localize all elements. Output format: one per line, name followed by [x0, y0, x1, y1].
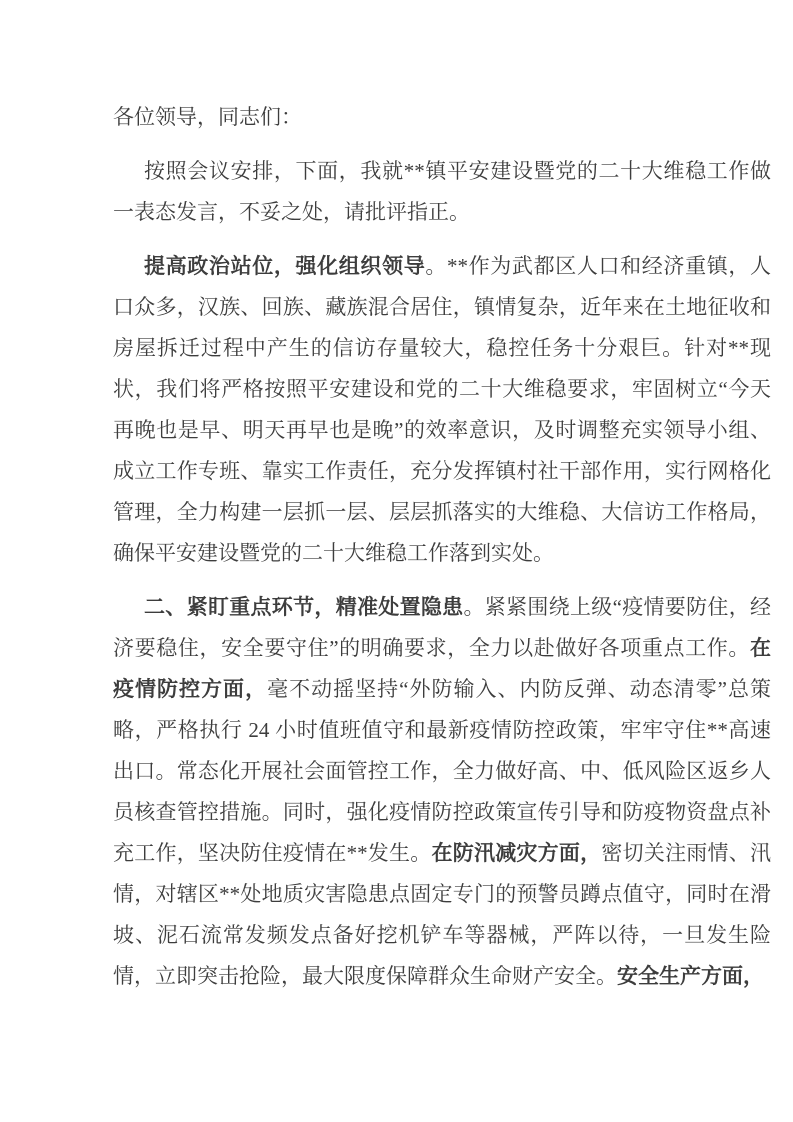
bold-text-run: 在防汛减灾方面，	[431, 841, 602, 865]
text-run: 。紧紧围绕上级“疫情要防住，经济要稳住，安全要守住”的明确要求，全力以赴做好各项重点工作。	[113, 595, 771, 660]
text-run: 按照会议安排，下面，我就**镇平安建设暨党的二十大维稳工作做一表态发言，不妥之处，请批评指正。	[113, 159, 771, 224]
bold-text-run: 在疫情防控方面，	[113, 636, 771, 701]
text-run: 密切关注雨情、汛情，对辖区**处地质灾害隐患点固定专门的预警员蹲点值守，同时在滑坡、泥石流常发频发点备好挖机铲车等器械，严阵以待，一旦发生险情，立即突击抢险，最大限度保障群众生命财产安全。	[113, 841, 772, 988]
paragraph	[113, 97, 771, 138]
paragraph	[113, 246, 771, 574]
bold-text-run: 提高政治站位，强化组织领导	[144, 254, 426, 278]
paragraph	[113, 151, 771, 233]
bold-text-run: 二、紧盯重点环节，精准处置隐患	[144, 595, 464, 619]
text-run: 。**作为武都区人口和经济重镇，人口众多，汉族、回族、藏族混合居住，镇情复杂，近年来在土地征收和房屋拆迁过程中产生的信访存量较大，稳控任务十分艰巨。针对**现状，我们将严格按照平安建设和党的二十大维稳要求，牢固树立“今天再晚也是早、明天再早也是晚”的效率意识，及时调整充实领导小组、成立工作专班、靠实工作责任，充分发挥镇村社干部作用，实行网格化管理，全力构建一层抓一层、层层抓落实的大维稳、大信访工作格局，确保平安建设暨党的二十大维稳工作落到实处。	[113, 254, 772, 565]
text-run: 各位领导，同志们：	[113, 105, 302, 129]
bold-text-run: 安全生产方面，	[617, 964, 764, 988]
document-body	[113, 97, 771, 1010]
text-run: 毫不动摇坚持“外防输入、内防反弹、动态清零”总策略，严格执行 24 小时值班值守和最新疫情防控政策，牢牢守住**高速出口。常态化开展社会面管控工作，全力做好高、中、低风险区返乡人员核查管控措施。同时，强化疫情防控政策宣传引导和防疫物资盘点补充工作，坚决防住疫情在**发生。	[113, 677, 772, 865]
paragraph	[113, 587, 771, 997]
